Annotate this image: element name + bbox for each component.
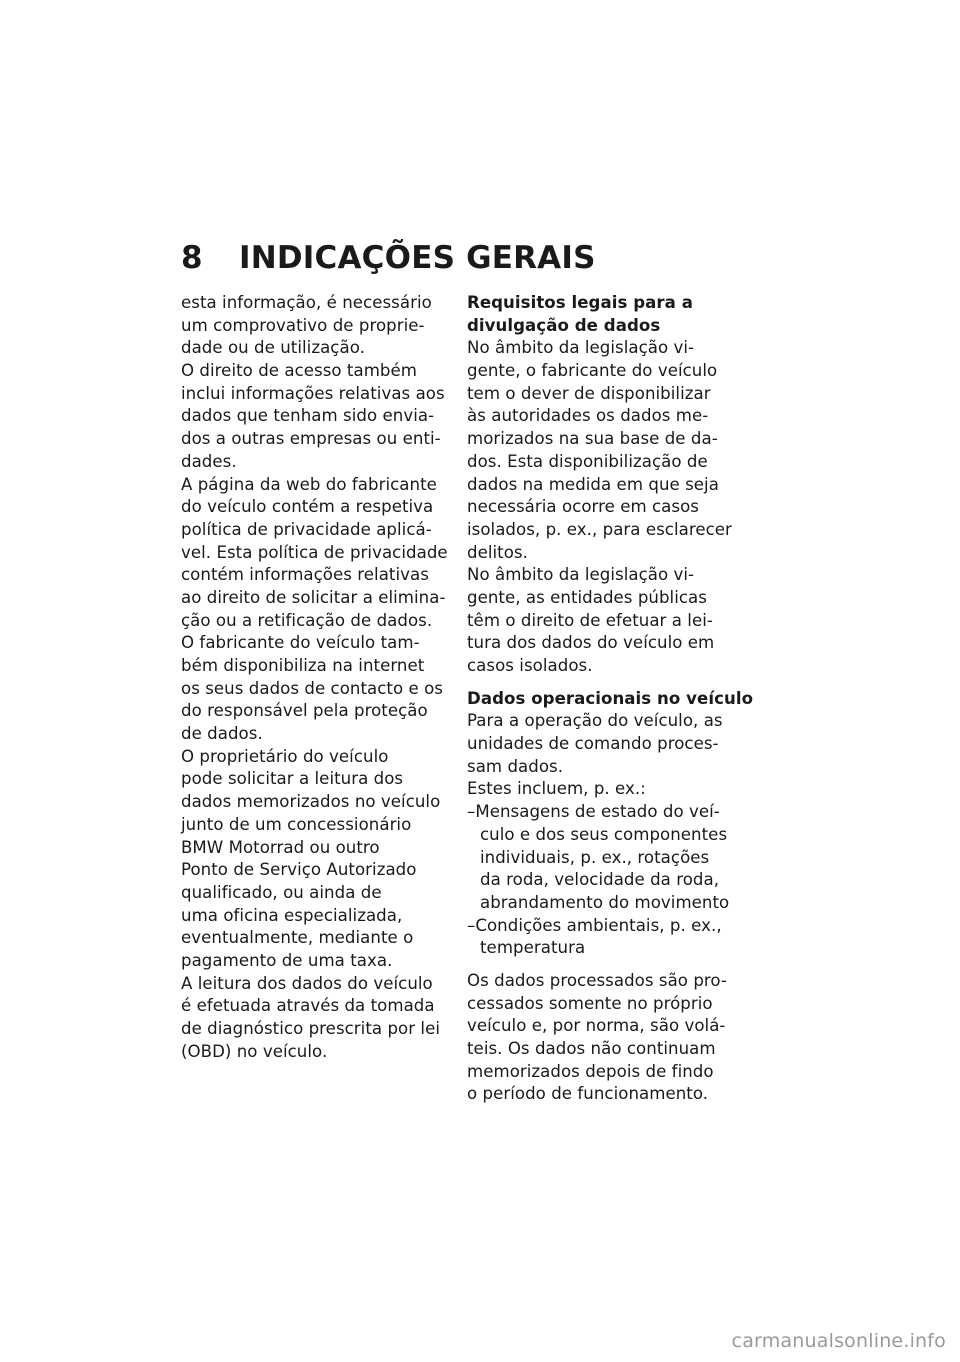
text-line: dos. Esta disponibilização de: [467, 451, 708, 471]
text-line: ção ou a retificação de dados.: [181, 610, 433, 630]
text-line: ao direito de solicitar a elimina-: [181, 587, 446, 607]
chapter-number: 8: [181, 240, 203, 276]
text-line: Para a operação do veículo, as: [467, 711, 723, 731]
text-line: O direito de acesso também: [181, 361, 417, 381]
text-line: O proprietário do veículo: [181, 746, 389, 766]
bullet-line: culo e dos seus componentes: [480, 824, 728, 844]
text-line: vel. Esta política de privacidade: [181, 542, 448, 562]
watermark: carmanualsonline.info: [731, 1330, 946, 1352]
section-heading-operational: Dados operacionais no veículo: [467, 688, 754, 708]
text-line: BMW Motorrad ou outro: [181, 837, 380, 857]
text-line: memorizados depois de findo: [467, 1061, 714, 1081]
section-heading-legal-cont: divulgação de dados: [467, 315, 661, 335]
text-line: necessária ocorre em casos: [467, 497, 699, 517]
text-line: tem o dever de disponibilizar: [467, 383, 711, 403]
bullet-line: –Mensagens de estado do veí-: [467, 802, 720, 822]
text-line: o período de funcionamento.: [467, 1084, 709, 1104]
text-line: contém informações relativas: [181, 565, 429, 585]
text-line: eventualmente, mediante o: [181, 928, 414, 948]
text-line: é efetuada através da tomada: [181, 996, 435, 1016]
bullet-line: abrandamento do movimento: [480, 892, 730, 912]
right-column: [467, 292, 754, 1106]
text-line: às autoridades os dados me-: [467, 406, 709, 426]
section-body-operational: [467, 710, 742, 801]
text-line: veículo e, por norma, são volá-: [467, 1016, 726, 1036]
text-line: dos a outras empresas ou enti-: [181, 429, 441, 449]
text-line: do responsável pela proteção: [181, 701, 428, 721]
text-line: dados que tenham sido envia-: [181, 406, 435, 426]
text-line: casos isolados.: [467, 656, 593, 675]
text-line: cessados somente no próprio: [467, 993, 713, 1013]
text-line: qualificado, ou ainda de: [181, 882, 382, 902]
text-line: O fabricante do veículo tam-: [181, 633, 420, 653]
text-line: teis. Os dados não continuam: [467, 1039, 716, 1058]
text-line: os seus dados de contacto e os: [181, 678, 443, 698]
text-line: uma oficina especializada,: [181, 905, 403, 925]
text-line: isolados, p. ex., para esclarecer: [467, 519, 732, 539]
text-line: Ponto de Serviço Autorizado: [181, 860, 417, 880]
text-line: Os dados processados são pro-: [467, 970, 727, 990]
chapter-title: INDICAÇÕES GERAIS: [239, 240, 596, 276]
bullet-line: temperatura: [480, 938, 586, 958]
bullet-list: [467, 801, 742, 960]
bullet-line: –Condições ambientais, p. ex.,: [467, 915, 722, 935]
page-heading: [181, 238, 596, 278]
text-line: dades.: [181, 451, 237, 471]
text-line: No âmbito da legislação vi-: [467, 565, 695, 585]
left-column: [181, 292, 451, 1063]
text-line: um comprovativo de proprie-: [181, 315, 425, 335]
text-line: de dados.: [181, 724, 263, 744]
text-line: delitos.: [467, 542, 528, 562]
text-line: No âmbito da legislação vi-: [467, 338, 695, 358]
text-line: de diagnóstico prescrita por lei: [181, 1019, 441, 1038]
text-line: sam dados.: [467, 756, 564, 776]
text-line: pode solicitar a leitura dos: [181, 769, 404, 789]
text-line: A página da web do fabricante: [181, 474, 437, 494]
text-line: do veículo contém a respetiva: [181, 497, 434, 517]
text-line: política de privacidade aplicá-: [181, 519, 432, 539]
text-line: dados memorizados no veículo: [181, 792, 441, 812]
text-line: gente, o fabricante do veículo: [467, 361, 718, 381]
text-line: pagamento de uma taxa.: [181, 950, 393, 970]
text-line: unidades de comando proces-: [467, 734, 719, 754]
bullet-item: [467, 801, 742, 914]
text-line: Estes incluem, p. ex.:: [467, 779, 646, 799]
text-line: morizados na sua base de da-: [467, 429, 718, 449]
text-line: dados na medida em que seja: [467, 474, 719, 494]
text-line: junto de um concessionário: [181, 814, 412, 834]
bullet-line: da roda, velocidade da roda,: [480, 870, 720, 890]
section-body-legal: [467, 337, 742, 677]
text-line: tura dos dados do veículo em: [467, 633, 715, 653]
section-closing-paragraph: [467, 970, 742, 1106]
text-line: A leitura dos dados do veículo: [181, 973, 433, 993]
text-line: gente, as entidades públicas: [467, 587, 707, 607]
bullet-item: [467, 915, 742, 960]
text-line: inclui informações relativas aos: [181, 383, 445, 403]
section-heading-legal: Requisitos legais para a: [467, 293, 693, 312]
text-line: esta informação, é necessário: [181, 293, 432, 312]
text-line: dade ou de utilização.: [181, 338, 365, 358]
text-line: (OBD) no veículo.: [181, 1041, 328, 1061]
text-line: bém disponibiliza na internet: [181, 656, 425, 675]
bullet-line: individuais, p. ex., rotações: [480, 847, 710, 867]
text-line: têm o direito de efetuar a lei-: [467, 610, 713, 630]
